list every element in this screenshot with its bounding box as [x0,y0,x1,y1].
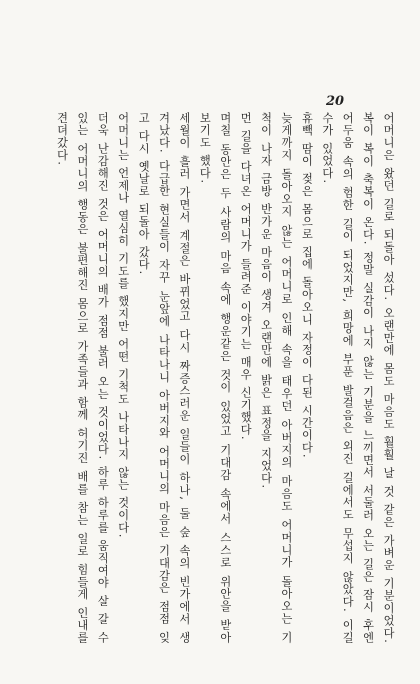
paragraph-1: 어머니은 왔던 길로 되돌아 섰다. 오랜만에 몸도 마음도 훨훨 날 것 같은 가벼운 기분이었다. 복이 복이 축복이 온다. 정말 실감이 나지 않는 기분을 느끼면서 서둘러 오는 길은 잠시 후엔 어두움 속의 험한 길이 되었지만, 희망에 부푼 발걸음은 외진 길에서도 무섭지 않았다. 이길 수가 있었다. [320,112,395,644]
page-number: 20 [326,94,345,109]
paragraph-4: 먼 길을 다녀온 어머니가 들려준 이야기는 매우 신기했다. [239,112,253,441]
paragraph-5: 며칠 동안은 두 사람의 마음 속에 행운같은 것이 있었고 기대감 속에서 스스로 위안을 받아 보기도 했다. [198,112,232,644]
paragraph-7: 어머니는 언제나 열심히 기도를 했지만 어떤 기척도 나타나지 않는 것이다. [116,112,130,539]
paragraph-8: 더욱 난감해진 것은 어머니의 배가 점점 불러 오는 것이었다. 하루 하루를 움직여야 살 갈 수 있는 어머니의 행동은 불편해진 몸으로 가족들과 함께 허기진 배를 참는 일로 힘들게 인내를 견뎌갔다. [55,112,110,644]
vertical-text-body [28,112,398,644]
paragraph-3: 늦게까지 돌아오지 않는 어머니로 인해 속을 태우던 아버지의 마음도 어머니가 돌아오는 기척이 나자 금방 반가운 마음이 생겨 오랜만에 밝은 표정을 지었다. [259,112,293,644]
paragraph-6: 세월이 흘러 가면서 계절은 바뀌었고 다시 짜증스러운 일들이 하나, 둘 숲 속의 빈가에서 생겨났다. 다급한 현실들이 자꾸 눈앞에 나타나니 아버지와 어머니의 마음은 기대감은 점점 잊고 다시 옛날로 되돌아 갔다. [137,112,191,644]
paragraph-2: 휴빽 땀이 젖은 몸으로 집에 돌아오니 자정이 다된 시간이다. [300,112,314,459]
